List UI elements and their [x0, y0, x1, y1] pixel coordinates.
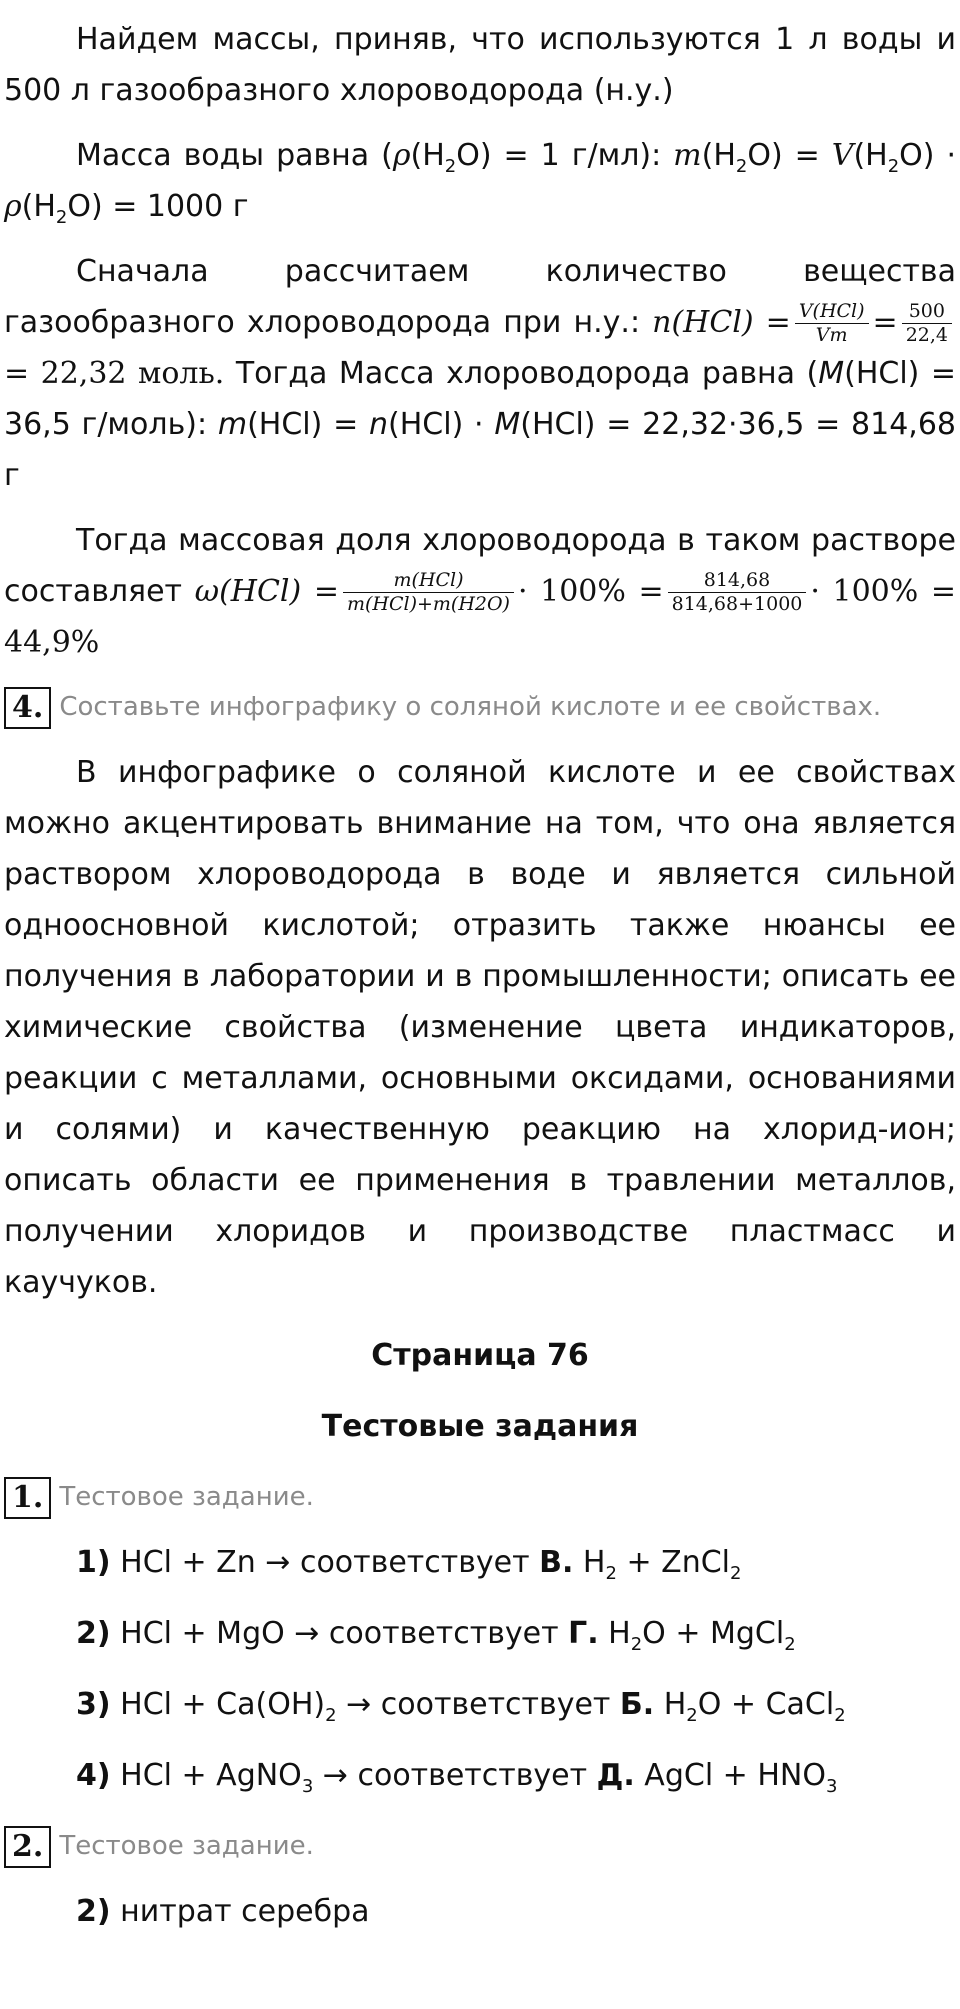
formula-n-hcl: n(HCl) =	[652, 305, 791, 340]
paragraph-water-mass: Масса воды равна ($\rho(H_2O) = 1$ г/мл): $m(H_2O) = V(H_2O) \cdot \rho(H_2O) = 1000$ г	[4, 138, 956, 228]
task-number-box: 4.	[4, 687, 51, 729]
answer-line-3: 3) HCl + $Ca(OH)_2$ → соответствует Б. $H_2O$ + CaCl$_2$	[76, 1687, 846, 1726]
page-heading: Страница 76	[371, 1338, 589, 1373]
task-number-box: 1.	[4, 1477, 51, 1519]
fraction-volume: $\frac{\text{V(HCl)}}{Vm}$	[795, 300, 869, 347]
answer-line-1: 1) HCl + Zn → соответствует В. $H_2$ + ZnCl$_2$	[76, 1545, 742, 1584]
task-4	[4, 682, 956, 733]
fraction-numeric: $\frac{814,68}{814,68+1000}$	[668, 569, 807, 616]
paragraph-mass-fraction: Тогда массовая доля хлороводорода в таком растворе составляет ω(HCl) = $\frac{\text{m(HCl)}}{\text{m(HCl)+m(H2O)}}$ · 100% = $\frac{814,68}{814,68+1000}$ · 100% = 44,9%	[4, 523, 956, 660]
task-prompt: Тестовое задание.	[59, 1482, 314, 1512]
paragraph-find-masses: Найдем массы, приняв, что используются 1 л воды и 500 л газообразного хлороводорода (н.у.)	[4, 22, 956, 108]
section-heading: Тестовые задания	[321, 1409, 639, 1444]
answer-line-2: 2) HCl + MgO → соответствует Г. $H_2O$ + MgCl$_2$	[76, 1616, 796, 1655]
formula-omega: ω(HCl) =	[194, 574, 339, 609]
task-prompt: Тестовое задание.	[59, 1831, 314, 1861]
fraction-mass-ratio: $\frac{\text{m(HCl)}}{\text{m(HCl)+m(H2O)}}$	[343, 569, 514, 616]
answer-line-silver-nitrate: 2) нитрат серебра	[76, 1894, 370, 1929]
task-prompt: Составьте инфографику о соляной кислоте и ее свойствах.	[59, 692, 882, 722]
task-number-box: 2.	[4, 1826, 51, 1868]
paragraph-hcl-amount: Сначала рассчитаем количество вещества газообразного хлороводорода при н.у.: n(HCl) = $\frac{\text{V(HCl)}}{Vm}$ = $\frac{500}{22,4}$ = 22,32 моль. Тогда Масса хлороводорода равна (M(HCl) = 36,5 г/моль): m(HCl) = n(HCl) · M(HCl) = 22,32·36,5 = 814,68 г	[4, 254, 956, 493]
test-task-1	[4, 1472, 956, 1523]
test-task-2	[4, 1821, 956, 1872]
fraction-500-22-4: $\frac{500}{22,4}$	[902, 300, 952, 347]
answer-line-4: 4) HCl + AgNO$_3$ → соответствует Д. AgCl + $HNO_3$	[76, 1758, 838, 1797]
paragraph-infographic-answer: В инфографике о соляной кислоте и ее свойствах можно акцентировать внимание на том, что она является раствором хлороводорода в воде и является сильной одноосновной кислотой; отразить также нюансы ее получения в лаборатории и в промышленности; описать ее химические свойства (изменение цвета индикаторов, реакции с металлами, основными оксидами, основаниями и солями) и качественную реакцию на хлорид-ион; описать области ее применения в травлении металлов, получении хлоридов и производстве пластмасс и каучуков.	[4, 755, 956, 1300]
